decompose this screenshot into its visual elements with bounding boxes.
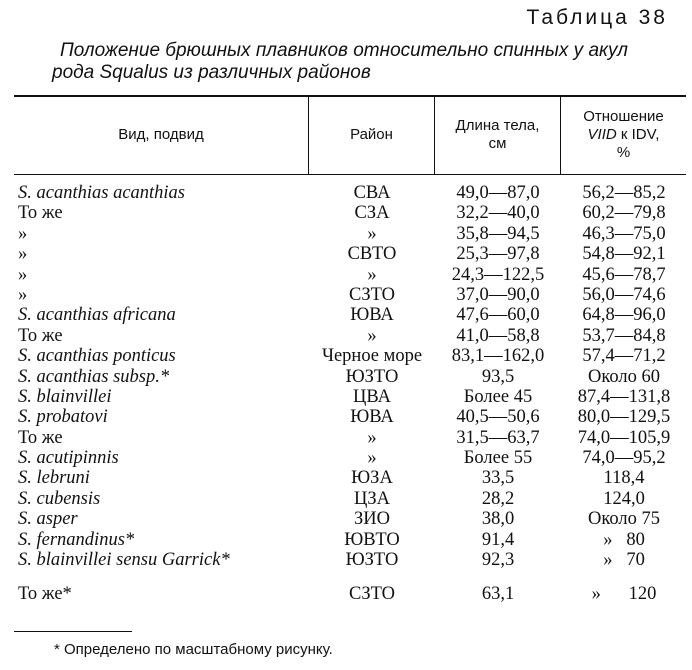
table-row (0, 224, 692, 244)
header-length-line-1: Длина тела, (455, 117, 540, 134)
table-row (0, 183, 692, 203)
table-row (0, 550, 692, 570)
cell-region: » (367, 448, 377, 469)
cell-species: » (18, 223, 28, 244)
cell-region: ЗИО (354, 509, 390, 530)
cell-species: S. probatovi (18, 407, 108, 428)
header-ratio-line-3: % (616, 144, 631, 161)
cell-species: » (18, 244, 28, 265)
cell-ratio: 46,3—75,0 (582, 223, 666, 244)
table-row (0, 367, 692, 387)
table-row (0, 285, 692, 305)
cell-species: S. acanthias ponticus (18, 346, 176, 367)
cell-region: » (367, 223, 377, 244)
table-row (0, 509, 692, 529)
table-body (0, 183, 692, 605)
cell-length: 92,3 (481, 550, 515, 571)
cell-length: 32,2—40,0 (456, 203, 540, 224)
cell-ratio: 54,8—92,1 (582, 244, 666, 265)
cell-length: 38,0 (481, 509, 515, 530)
cell-ratio: » 80 (603, 529, 645, 550)
cell-ratio: 87,4—131,8 (577, 386, 671, 407)
header-length (435, 96, 560, 174)
cell-length: 25,3—97,8 (456, 244, 540, 265)
table-row (0, 203, 692, 223)
cell-species: S. cubensis (18, 488, 101, 509)
cell-species: То же (18, 203, 63, 224)
cell-region: » (367, 427, 377, 448)
cell-length: 49,0—87,0 (456, 183, 540, 203)
cell-species: » (18, 264, 28, 285)
cell-species: S. acanthias africana (18, 305, 176, 326)
table-caption (42, 40, 662, 84)
caption-line-1: Положение брюшных плавников относительно спинных у акул (60, 40, 628, 61)
table-row (0, 326, 692, 346)
cell-length: Более 45 (463, 386, 533, 407)
cell-ratio: 118,4 (603, 468, 645, 489)
cell-length: 35,8—94,5 (456, 223, 540, 244)
cell-ratio: Около 60 (587, 366, 661, 387)
header-length-line-2: см (488, 135, 507, 152)
cell-ratio: 56,2—85,2 (582, 183, 666, 203)
cell-region: ЦВА (353, 386, 391, 407)
table-row (0, 428, 692, 448)
table-row (0, 346, 692, 366)
cell-ratio: » 70 (603, 550, 645, 571)
cell-region: ЮЗТО (345, 366, 399, 387)
cell-region: ЮВА (350, 407, 394, 428)
cell-region: СВА (353, 183, 391, 203)
cell-length: 40,5—50,6 (456, 407, 540, 428)
cell-length: Более 55 (463, 448, 533, 469)
cell-length: 41,0—58,8 (456, 325, 540, 346)
cell-ratio: 53,7—84,8 (582, 325, 666, 346)
header-species: Вид, подвид (118, 126, 204, 143)
cell-ratio: » 120 (591, 584, 657, 605)
header-ratio-line-1: Отношение (583, 108, 664, 125)
cell-region: СЗТО (348, 584, 396, 605)
cell-length: 63,1 (481, 584, 515, 605)
header-ratio-line-2 (583, 126, 664, 144)
table-row (0, 265, 692, 285)
cell-ratio: 74,0—95,2 (582, 448, 666, 469)
cell-ratio: 56,0—74,6 (582, 284, 666, 305)
cell-species: S. fernandinus* (18, 529, 135, 550)
cell-ratio: 124,0 (603, 488, 645, 509)
cell-ratio: Около 75 (587, 509, 661, 530)
table-row (0, 407, 692, 427)
cell-region: ЦЗА (354, 488, 390, 509)
cell-species: S. blainvillei sensu Garrick* (18, 550, 230, 571)
table-number: Таблица 38 (526, 6, 668, 29)
table-row (0, 468, 692, 488)
cell-length: 93,5 (481, 366, 515, 387)
cell-species: То же (18, 325, 63, 346)
cell-region: СЗА (354, 203, 390, 224)
table-row (0, 387, 692, 407)
cell-ratio: 64,8—96,0 (582, 305, 666, 326)
cell-region: ЮЗТО (345, 550, 399, 571)
footnote: * Определено по масштабному рисунку. (54, 641, 333, 658)
cell-length: 24,3—122,5 (451, 264, 545, 285)
table-row (0, 448, 692, 468)
cell-species: » (18, 284, 28, 305)
cell-region: ЮЗА (351, 468, 393, 489)
table-row (0, 305, 692, 325)
cell-length: 37,0—90,0 (456, 284, 540, 305)
cell-length: 33,5 (481, 468, 515, 489)
cell-length: 83,1—162,0 (451, 346, 545, 367)
cell-ratio: 74,0—105,9 (577, 427, 671, 448)
cell-species: S. asper (18, 509, 78, 530)
cell-species: S. acanthias subsp.* (18, 366, 170, 387)
cell-ratio: 45,6—78,7 (582, 264, 666, 285)
cell-length: 47,6—60,0 (456, 305, 540, 326)
cell-region: ЮВТО (344, 529, 400, 550)
cell-species: S. acutipinnis (18, 448, 119, 469)
cell-species: S. lebruni (18, 468, 90, 489)
cell-ratio: 80,0—129,5 (577, 407, 671, 428)
cell-region: Черное море (321, 346, 423, 367)
table-row (0, 244, 692, 264)
table-row (0, 489, 692, 509)
cell-species: S. blainvillei (18, 386, 112, 407)
header-ratio-viid: VIID (587, 126, 617, 143)
header-bottom-rule (14, 174, 686, 175)
cell-ratio: 60,2—79,8 (582, 203, 666, 224)
cell-length: 91,4 (481, 529, 515, 550)
cell-ratio: 57,4—71,2 (582, 346, 666, 367)
cell-length: 31,5—63,7 (456, 427, 540, 448)
table-row (0, 584, 692, 604)
cell-species: То же* (18, 584, 72, 605)
cell-species: S. acanthias acanthias (18, 183, 186, 203)
cell-region: СВТО (347, 244, 397, 265)
cell-region: » (367, 264, 377, 285)
cell-region: » (367, 325, 377, 346)
header-ratio (561, 96, 686, 174)
table-row (0, 530, 692, 550)
cell-region: ЮВА (350, 305, 394, 326)
cell-species: То же (18, 427, 63, 448)
header-region: Район (350, 126, 393, 143)
cell-region: СЗТО (348, 284, 396, 305)
footnote-rule (14, 631, 132, 632)
caption-line-2: рода Squalus из различных районов (52, 62, 371, 83)
cell-length: 28,2 (481, 488, 515, 509)
header-ratio-idv: к IDV, (616, 126, 660, 143)
